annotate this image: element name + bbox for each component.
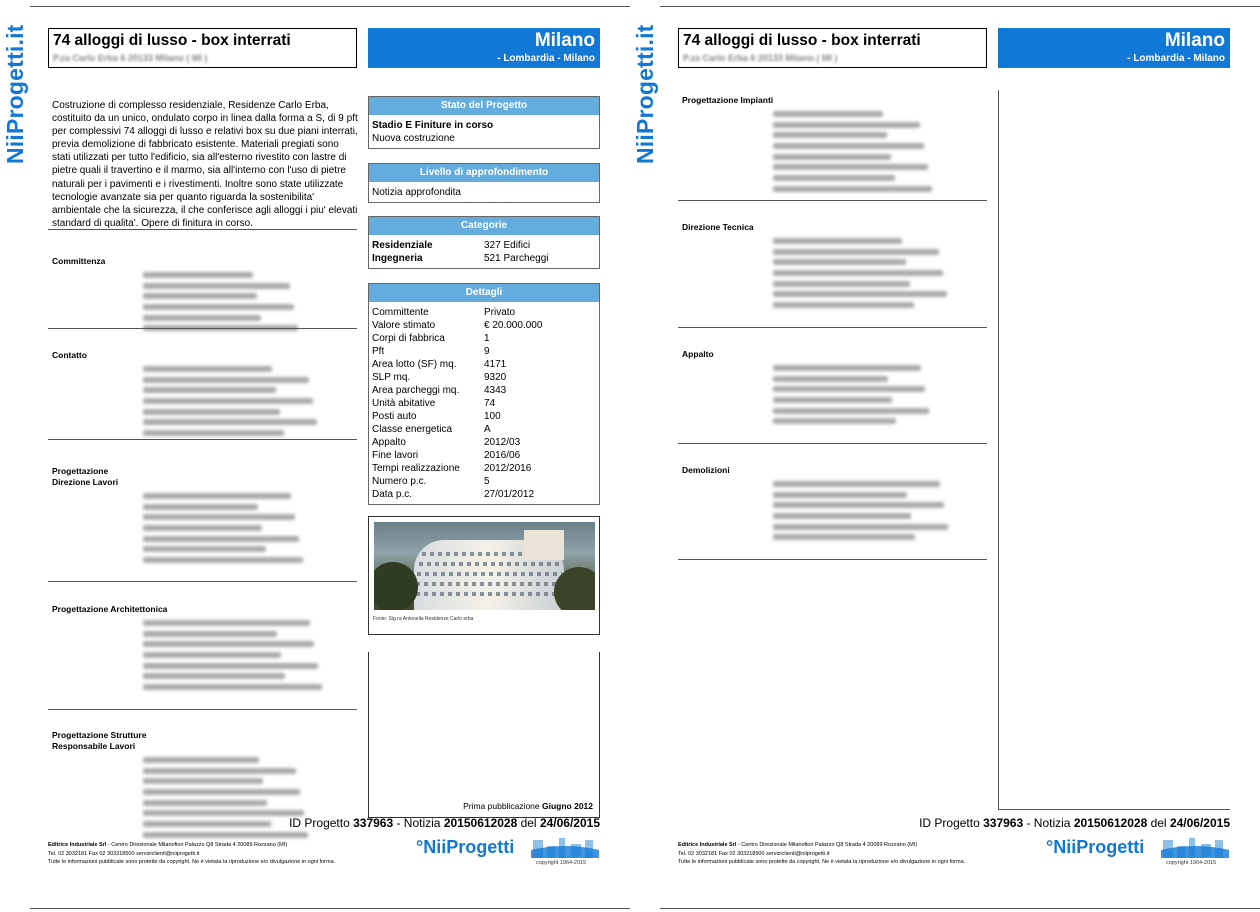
region-name: - Lombardia - Milano [1127, 53, 1225, 64]
project-description: Costruzione di complesso residenziale, Residenze Carlo Erba, costituito da un unico, ondulato corpo in linea dalla forma a S, di 9 pft per complessivi 74 alloggi di lusso e relativi box su due piani interrati, previa demolizione di fabbricato esistente. Materiali pregiati sono stati utilizzati per tutto l'edificio, sia all'esterno rivestito con lastre di pietre quali il travertino e il marmo, sia all'interno con l'uso di pietre naturali per i pavimenti e i rivestimenti. Inoltre sono state utilizzate tecnologie avanzate sia per quanto riguarda la sostenibilita' ambientale che la sicurezza, il che conferisce agli alloggi i piu' elevati standard di qualita'. Opere di finitura in corso. [52, 100, 358, 229]
detail-value: 9320 [484, 372, 507, 383]
dettagli-header: Dettagli [369, 284, 599, 302]
copyright: copyright 1964-2015 [1166, 860, 1217, 866]
detail-row [372, 423, 596, 436]
photo-caption: Fonte: Sig.ra Antonella Residenze Carlo erba [373, 616, 474, 622]
section-divider [48, 581, 357, 582]
stato-header: Stato del Progetto [369, 97, 599, 115]
footer-logo: °NiiProgetti [1046, 836, 1232, 866]
contact-section-title: Demolizioni [682, 465, 730, 475]
detail-label: Posti auto [372, 411, 417, 422]
detail-value: 9 [484, 346, 490, 357]
detail-value: 2012/03 [484, 437, 521, 448]
contact-section-title: Direzione Tecnica [682, 222, 754, 232]
detail-value: € 20.000.000 [484, 320, 543, 331]
notes-box [368, 652, 600, 818]
project-title-box [48, 28, 357, 68]
detail-row [372, 239, 596, 252]
detail-row [372, 488, 596, 501]
detail-row [372, 384, 596, 397]
contact-section-title: Appalto [682, 349, 714, 359]
detail-row [372, 306, 596, 319]
redacted-contact-details [143, 366, 358, 436]
detail-value: 521 Parcheggi [484, 253, 549, 264]
section-divider [48, 709, 357, 710]
detail-row [372, 410, 596, 423]
detail-value: 1 [484, 333, 490, 344]
detail-value: 2016/06 [484, 450, 521, 461]
section-divider [678, 327, 987, 328]
footer-text: Editrice Industriale Srl - Centro Direzionale Milanofiori Palazzo Q8 Strada 4 20089 Rozzano (MI) Tel. 02 3032181 Fax 02 303218500 serviziclienti@niiprogetti.it Tutte le informazioni pubblicate sono protette da copyright. Ne è vietata la riproduzione e/o divulgazione in ogni forma. [48, 842, 336, 865]
livello-panel [368, 163, 600, 203]
detail-label: Area lotto (SF) mq. [372, 359, 457, 370]
top-rule [30, 6, 630, 7]
side-logo: NiiProgetti.it [2, 24, 28, 164]
footer-text: Editrice Industriale Srl - Centro Direzionale Milanofiori Palazzo Q8 Strada 4 20089 Rozzano (MI) Tel. 02 3032181 Fax 02 303218500 serviziclienti@niiprogetti.it Tutte le informazioni pubblicate sono protette da copyright. Ne è vietata la riproduzione e/o divulgazione in ogni forma. [678, 842, 966, 865]
city-name: Milano [1164, 30, 1225, 51]
project-address: P.za Carlo Erba 6 20133 Milano ( MI ) [683, 53, 838, 63]
project-address: P.za Carlo Erba 6 20133 Milano ( MI ) [53, 53, 208, 63]
contact-section [52, 604, 358, 695]
contact-section [682, 349, 988, 429]
detail-label: SLP mq. [372, 372, 411, 383]
detail-label: Numero p.c. [372, 476, 427, 487]
detail-label: Committente [372, 307, 429, 318]
section-divider [678, 559, 987, 560]
categorie-header: Categorie [369, 217, 599, 235]
contact-section [52, 256, 358, 336]
section-divider [48, 229, 357, 230]
contact-section-title: Progettazione Strutture Responsabile Lavori [52, 730, 147, 751]
report-page-1 [2, 0, 630, 912]
contact-section-title: Progettazione Impianti [682, 95, 774, 105]
redacted-contact-details [773, 111, 988, 192]
redacted-contact-details [143, 493, 358, 563]
detail-label: Residenziale [372, 240, 433, 251]
detail-label: Appalto [372, 437, 406, 448]
contact-section [52, 466, 358, 568]
detail-value: 4171 [484, 359, 507, 370]
detail-label: Corpi di fabbrica [372, 333, 445, 344]
contact-section-title: Contatto [52, 350, 87, 360]
top-rule [660, 6, 1260, 7]
city-box [368, 28, 600, 68]
stato-stage: Stadio E Finiture in corso [372, 120, 494, 131]
redacted-contact-details [143, 272, 358, 331]
project-title: 74 alloggi di lusso - box interrati [683, 32, 921, 49]
detail-row [372, 358, 596, 371]
bottom-rule [660, 908, 1260, 909]
detail-row [372, 397, 596, 410]
redacted-contact-details [773, 238, 988, 308]
contact-section [682, 465, 988, 545]
detail-value: 4343 [484, 385, 507, 396]
contact-section [682, 95, 988, 197]
bottom-rule [30, 908, 630, 909]
detail-label: Area parcheggi mq. [372, 385, 460, 396]
detail-value: 327 Edifici [484, 240, 531, 251]
footer-logo: °NiiProgetti [416, 836, 602, 866]
report-page-2 [632, 0, 1260, 912]
stato-panel [368, 96, 600, 149]
publication-date: Prima pubblicazione Giugno 2012 [463, 801, 593, 811]
detail-label: Valore stimato [372, 320, 436, 331]
detail-label: Tempi realizzazione [372, 463, 460, 474]
detail-row [372, 449, 596, 462]
detail-label: Fine lavori [372, 450, 419, 461]
contact-section-title: Committenza [52, 256, 106, 266]
detail-row [372, 252, 596, 265]
notes-box-bottom [998, 809, 1230, 810]
detail-row [372, 319, 596, 332]
detail-value: 27/01/2012 [484, 489, 535, 500]
detail-value: A [484, 424, 491, 435]
project-photo-box [368, 516, 600, 635]
stato-type: Nuova costruzione [372, 133, 455, 144]
detail-value: Privato [484, 307, 516, 318]
detail-label: Ingegneria [372, 253, 423, 264]
id-line: ID Progetto 337963 - Notizia 20150612028 del 24/06/2015 [919, 816, 1230, 830]
detail-row [372, 436, 596, 449]
column-divider [998, 90, 999, 810]
detail-row [372, 475, 596, 488]
section-divider [678, 443, 987, 444]
section-divider [48, 328, 357, 329]
livello-header: Livello di approfondimento [369, 164, 599, 182]
livello-value: Notizia approfondita [372, 187, 461, 198]
building-photo [374, 522, 595, 610]
detail-value: 74 [484, 398, 496, 409]
copyright: copyright 1964-2015 [536, 860, 587, 866]
redacted-contact-details [773, 365, 988, 424]
dettagli-panel [368, 283, 600, 505]
detail-row [372, 371, 596, 384]
detail-value: 2012/2016 [484, 463, 532, 474]
project-title: 74 alloggi di lusso - box interrati [53, 32, 291, 49]
detail-label: Pft [372, 346, 385, 357]
detail-row [372, 345, 596, 358]
section-divider [48, 439, 357, 440]
detail-value: 5 [484, 476, 490, 487]
detail-row [372, 462, 596, 475]
side-logo: NiiProgetti.it [632, 24, 658, 164]
city-name: Milano [534, 30, 595, 51]
contact-section [52, 350, 358, 441]
redacted-contact-details [773, 481, 988, 540]
detail-label: Classe energetica [372, 424, 453, 435]
section-divider [678, 200, 987, 201]
id-line: ID Progetto 337963 - Notizia 20150612028 del 24/06/2015 [289, 816, 600, 830]
region-name: - Lombardia - Milano [497, 53, 595, 64]
redacted-contact-details [143, 620, 358, 690]
detail-row [372, 332, 596, 345]
categorie-panel [368, 216, 600, 269]
contact-section [682, 222, 988, 313]
contact-section-title: Progettazione Architettonica [52, 604, 168, 614]
project-title-box [678, 28, 987, 68]
city-box [998, 28, 1230, 68]
contact-section-title: Progettazione Direzione Lavori [52, 466, 119, 487]
detail-label: Data p.c. [372, 489, 413, 500]
detail-value: 100 [484, 411, 501, 422]
detail-label: Unità abitative [372, 398, 436, 409]
